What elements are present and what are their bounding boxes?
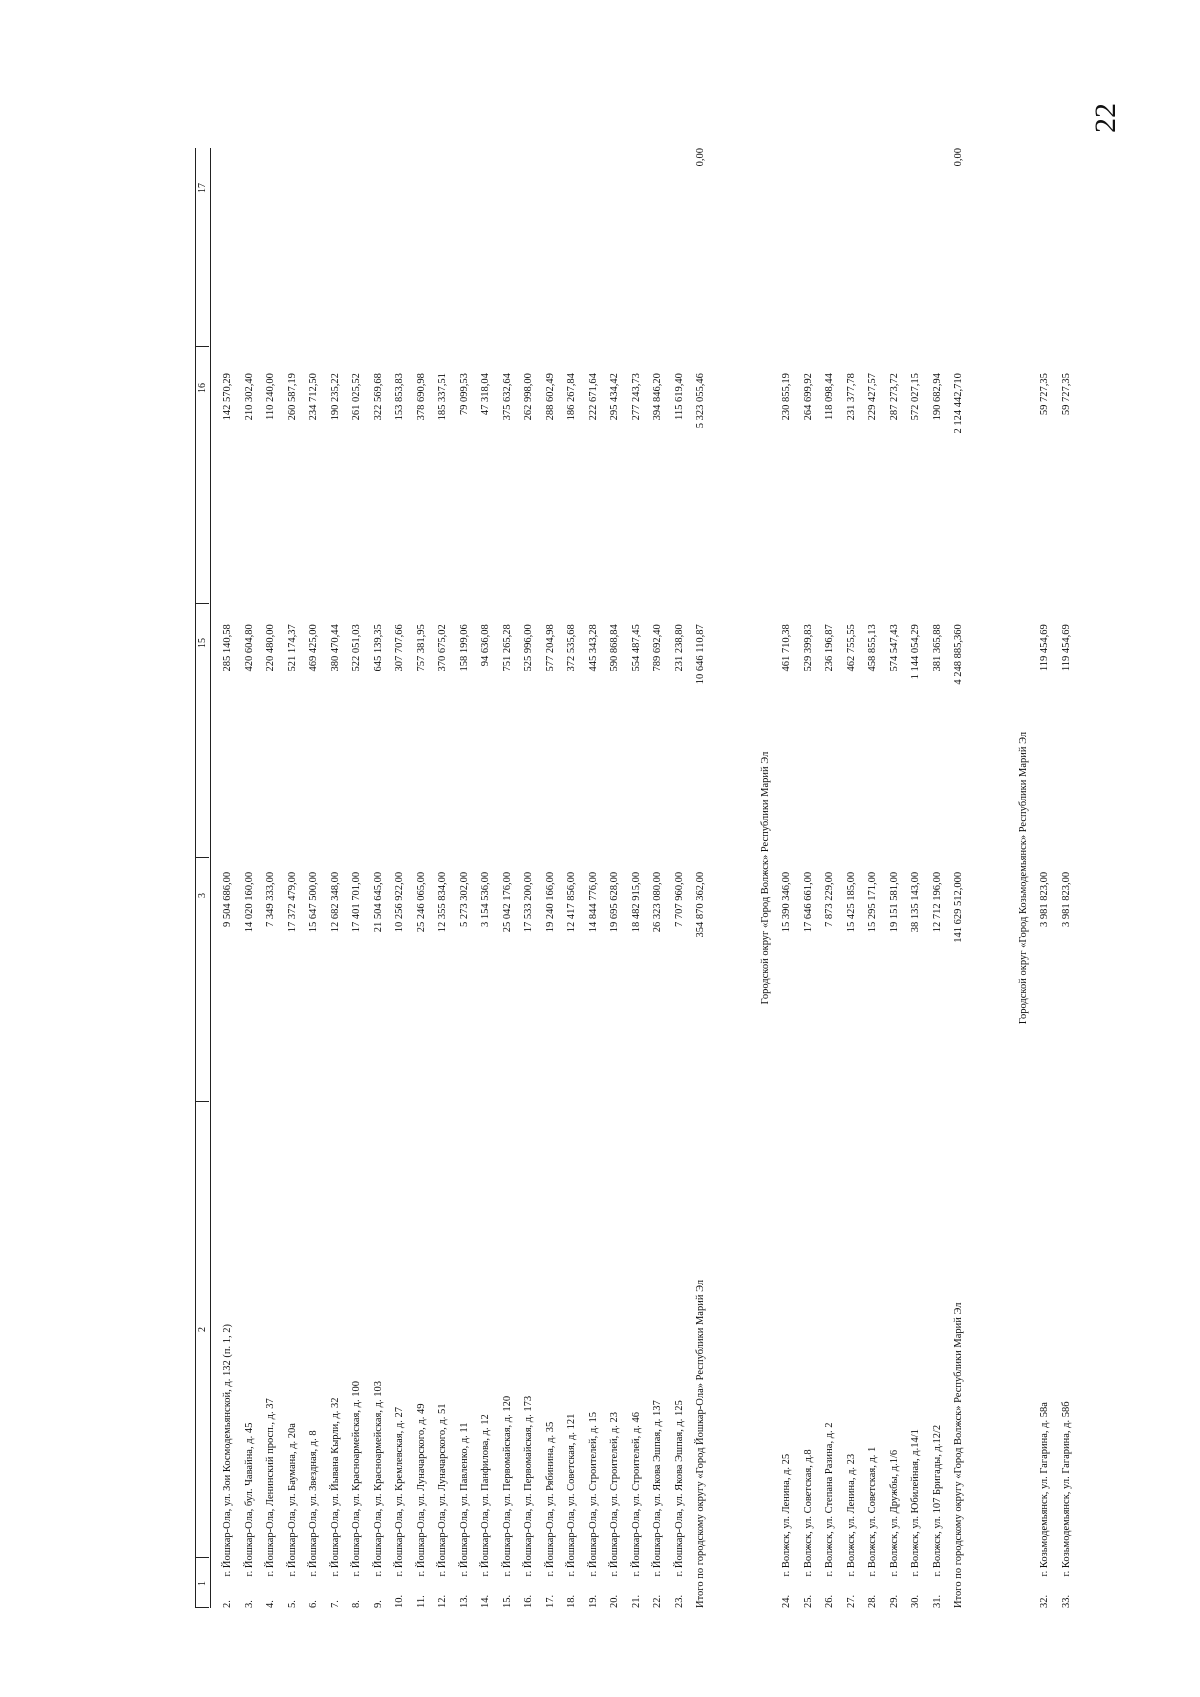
cell-col-16: 378 690,98 (415, 373, 427, 421)
cell-col-3: 15 295 171,00 (867, 871, 878, 933)
cell-col-17 (518, 148, 540, 373)
subtotal-label: Итого по городскому округу «Город Волжск» Республики Марий Эл (953, 1302, 964, 1608)
cell-col-15: 307 707,66 (394, 624, 405, 672)
cell-col-16: 287 273,72 (888, 373, 900, 421)
row-number: 23. (673, 1594, 685, 1608)
table-row (325, 148, 347, 1608)
header-bottom-rule (210, 148, 211, 1608)
cell-col-3: 15 425 185,00 (845, 871, 857, 933)
cell-col-3: 12 417 856,00 (566, 871, 577, 933)
cell-col-17 (819, 148, 841, 373)
row-number: 9. (372, 1600, 384, 1608)
row-address: г. Волжск, ул. Ленина, д. 23 (845, 1453, 857, 1577)
page-number: 22 (1089, 103, 1122, 133)
cell-col-16: 142 570,29 (222, 373, 233, 421)
row-number: 33. (1060, 1594, 1072, 1608)
row-number: 14. (480, 1594, 491, 1608)
cell-col-3: 15 390 346,00 (781, 871, 792, 933)
cell-col-3: 12 355 834,00 (437, 871, 448, 933)
spacer-row (970, 148, 1013, 1608)
cell-col-17 (583, 148, 605, 373)
cell-col-17 (303, 148, 325, 373)
column-header: 1 (197, 1581, 208, 1586)
cell-col-15: 372 535,68 (566, 624, 577, 672)
rotated-table-sheet (195, 148, 1195, 1608)
cell-col-16: 190 682,94 (931, 373, 943, 421)
cell-col-17 (475, 148, 497, 373)
table-row (819, 148, 841, 1608)
row-address: г. Козьмодемьянск, ул. Гагарина, д. 58а (1039, 1402, 1050, 1577)
spacer-cell (712, 148, 755, 1608)
cell-col-3: 19 151 581,00 (888, 871, 900, 933)
cell-col-17 (325, 148, 347, 373)
table-row (389, 148, 411, 1608)
cell-col-15: 220 480,00 (265, 624, 276, 672)
table-row (626, 148, 648, 1608)
row-number: 18. (566, 1594, 577, 1608)
cell-col-16: 110 240,00 (265, 373, 276, 421)
cell-col-16: 277 243,73 (630, 373, 642, 421)
cell-col-15: 370 675,02 (437, 624, 448, 672)
row-number: 11. (415, 1595, 427, 1608)
cell-col-3: 7 349 333,00 (265, 871, 276, 927)
cell-col-15: 522 051,03 (351, 624, 362, 672)
cell-col-17 (411, 148, 433, 373)
row-number: 15. (501, 1594, 513, 1608)
cell-col-3: 14 020 160,00 (243, 871, 255, 933)
row-address: г. Йошкар-Ола, ул. Советская, д. 121 (566, 1413, 577, 1577)
cell-col-17 (454, 148, 476, 373)
row-address: г. Йошкар-Ола, ул. Луначарского, д. 49 (415, 1403, 427, 1577)
cell-col-3: 17 401 701,00 (351, 871, 362, 933)
cell-col-17 (239, 148, 261, 373)
subtotal-label: Итого по городскому округу «Город Йошкар-Ола» Республики Марий Эл (695, 1279, 706, 1608)
row-number: 24. (781, 1594, 792, 1608)
row-number: 7. (329, 1600, 341, 1608)
cell-col-17 (217, 148, 239, 373)
cell-col-3: 38 135 143,00 (910, 871, 921, 933)
table-row (411, 148, 433, 1608)
cell-col-3: 25 042 176,00 (501, 871, 513, 933)
table-row (368, 148, 390, 1608)
row-address: г. Йошкар-Ола, ул. Первомайская, д. 120 (501, 1395, 513, 1577)
row-address: г. Козьмодемьянск, ул. Гагарина, д. 58б (1060, 1401, 1072, 1577)
cell-col-17 (260, 148, 282, 373)
cell-col-16: 210 302,40 (243, 373, 255, 421)
table-row (497, 148, 519, 1608)
row-address: г. Йошкар-Ола, ул. Якова Эшпая, д. 125 (673, 1400, 685, 1577)
cell-col-3: 19 695 628,00 (609, 871, 620, 933)
cell-col-15: 521 174,37 (286, 624, 298, 672)
table-row (884, 148, 906, 1608)
cell-col-16: 59 727,35 (1039, 373, 1050, 416)
row-address: г. Йошкар-Ола, ул. Красноармейская, д. 103 (372, 1381, 384, 1577)
cell-col-15: 789 692,40 (652, 624, 663, 672)
cell-col-3: 3 981 823,00 (1039, 871, 1050, 927)
table-row (927, 148, 949, 1608)
table-row (776, 148, 798, 1608)
cell-col-15: 469 425,00 (308, 624, 319, 672)
row-address: г. Йошкар-Ола, ул. Зои Космодемьянской, д. 132 (п. 1, 2) (222, 1324, 233, 1577)
table-row (260, 148, 282, 1608)
row-number: 28. (867, 1594, 878, 1608)
table-row (905, 148, 927, 1608)
cell-col-15: 285 140,58 (222, 624, 233, 672)
table-row (669, 148, 691, 1608)
cell-col-16: 153 853,83 (394, 373, 405, 421)
row-address: г. Волжск, ул. Ленина, д. 25 (781, 1453, 792, 1577)
cell-col-3: 17 646 661,00 (802, 871, 814, 933)
table-row (518, 148, 540, 1608)
row-number: 25. (802, 1594, 814, 1608)
section-title: Городской округ «Город Козьмодемьянск» Республики Марий Эл (1017, 731, 1029, 1025)
row-number: 5. (286, 1600, 298, 1608)
row-address: г. Йошкар-Ола, ул. Кремлевская, д. 27 (394, 1407, 405, 1577)
row-number: 22. (652, 1594, 663, 1608)
cell-col-15: 751 265,28 (501, 624, 513, 672)
cell-col-16: 79 099,53 (458, 373, 470, 416)
cell-col-16: 288 602,49 (544, 373, 556, 421)
table-row (303, 148, 325, 1608)
cell-col-17 (540, 148, 562, 373)
table-row (282, 148, 304, 1608)
subtotal-col-15: 10 646 110,87 (695, 624, 706, 685)
cell-col-15: 1 144 054,29 (910, 624, 921, 680)
cell-col-17 (282, 148, 304, 373)
table-row (862, 148, 884, 1608)
row-number: 32. (1039, 1594, 1050, 1608)
cell-col-15: 462 755,55 (845, 624, 857, 672)
cell-col-3: 3 981 823,00 (1060, 871, 1072, 927)
spacer-cell (970, 148, 1013, 1608)
row-address: г. Йошкар-Ола, бул. Чавайна, д. 45 (243, 1422, 255, 1577)
subtotal-row (690, 148, 712, 1608)
cell-col-16: 59 727,35 (1060, 373, 1072, 416)
table-row (346, 148, 368, 1608)
column-divider (196, 603, 209, 604)
cell-col-15: 574 547,43 (888, 624, 900, 672)
row-number: 12. (437, 1594, 448, 1608)
cell-col-3: 12 682 348,00 (329, 871, 341, 933)
cell-col-17 (346, 148, 368, 373)
table-row (454, 148, 476, 1608)
table-body (217, 148, 1077, 1608)
subtotal-col-17: 0,00 (695, 148, 706, 167)
column-divider (196, 857, 209, 858)
row-address: г. Йошкар-Ола, ул. Рябинина, д. 35 (544, 1421, 556, 1577)
cell-col-3: 7 707 960,00 (673, 871, 685, 927)
cell-col-15: 381 365,88 (931, 624, 943, 672)
cell-col-16: 375 632,64 (501, 373, 513, 421)
table-row (561, 148, 583, 1608)
row-number: 16. (523, 1594, 534, 1608)
cell-col-3: 9 504 686,00 (222, 871, 233, 927)
cell-col-3: 17 533 200,00 (523, 871, 534, 933)
cell-col-16: 262 998,00 (523, 373, 534, 421)
column-divider (196, 1557, 209, 1558)
table-row (432, 148, 454, 1608)
cell-col-16: 47 318,04 (480, 373, 491, 416)
cell-col-17 (626, 148, 648, 373)
row-number: 3. (243, 1600, 255, 1608)
cell-col-15: 458 855,13 (867, 624, 878, 672)
subtotal-col-16: 2 124 442,710 (953, 373, 964, 434)
cell-col-3: 15 647 500,00 (308, 871, 319, 933)
cell-col-3: 18 482 915,00 (630, 871, 642, 933)
cell-col-3: 19 240 166,00 (544, 871, 556, 933)
cell-col-16: 234 712,50 (308, 373, 319, 421)
cell-col-16: 190 235,22 (329, 373, 341, 421)
section-title-row (755, 148, 777, 1608)
cell-col-15: 577 204,98 (544, 624, 556, 672)
cell-col-17 (497, 148, 519, 373)
table-row (1034, 148, 1056, 1608)
row-number: 31. (931, 1594, 943, 1608)
cell-col-3: 3 154 536,00 (480, 871, 491, 927)
cell-col-15: 757 381,95 (415, 624, 427, 672)
row-address: г. Йошкар-Ола, ул. Красноармейская, д. 100 (351, 1381, 362, 1577)
cell-col-15: 420 604,80 (243, 624, 255, 672)
row-number: 13. (458, 1594, 470, 1608)
cell-col-16: 185 337,51 (437, 373, 448, 421)
row-number: 17. (544, 1594, 556, 1608)
row-number: 26. (824, 1594, 835, 1608)
row-address: г. Йошкар-Ола, ул. Строителей, д. 23 (609, 1412, 620, 1577)
row-address: г. Йошкар-Ола, ул. Звездная, д. 8 (308, 1430, 319, 1577)
data-table (217, 148, 1077, 1608)
cell-col-15: 645 139,35 (372, 624, 384, 672)
cell-col-16: 572 027,15 (910, 373, 921, 421)
cell-col-16: 264 699,92 (802, 373, 814, 421)
cell-col-16: 230 855,19 (781, 373, 792, 421)
cell-col-3: 17 372 479,00 (286, 871, 298, 933)
table-row (475, 148, 497, 1608)
cell-col-3: 10 256 922,00 (394, 871, 405, 933)
row-number: 29. (888, 1594, 900, 1608)
cell-col-17 (884, 148, 906, 373)
column-header: 15 (197, 638, 208, 648)
cell-col-15: 590 868,84 (609, 624, 620, 672)
row-address: г. Йошкар-Ола, Ленинский просп., д. 37 (265, 1398, 276, 1577)
cell-col-17 (905, 148, 927, 373)
subtotal-col-15: 4 248 885,360 (953, 624, 964, 685)
cell-col-16: 295 434,42 (609, 373, 620, 421)
subtotal-row (948, 148, 970, 1608)
cell-col-16: 186 267,84 (566, 373, 577, 421)
row-number: 8. (351, 1600, 362, 1608)
cell-col-17 (669, 148, 691, 373)
column-divider (196, 346, 209, 347)
row-address: г. Волжск, ул. Советская, д. 1 (867, 1446, 878, 1577)
row-number: 4. (265, 1600, 276, 1608)
column-divider (196, 1101, 209, 1102)
cell-col-3: 5 273 302,00 (458, 871, 470, 927)
table-row (583, 148, 605, 1608)
cell-col-15: 445 343,28 (587, 624, 599, 672)
row-number: 21. (630, 1594, 642, 1608)
cell-col-16: 231 377,78 (845, 373, 857, 421)
cell-col-17 (1034, 148, 1056, 373)
cell-col-16: 115 619,40 (673, 373, 685, 421)
row-number: 19. (587, 1594, 599, 1608)
table-row (798, 148, 820, 1608)
cell-col-3: 12 712 196,00 (931, 871, 943, 933)
row-number: 20. (609, 1594, 620, 1608)
table-row (1056, 148, 1078, 1608)
cell-col-15: 529 399,83 (802, 624, 814, 672)
subtotal-col-17: 0,00 (953, 148, 964, 167)
column-header: 17 (197, 183, 208, 193)
row-address: г. Йошкар-Ола, ул. Йывана Кырли, д. 32 (329, 1397, 341, 1577)
cell-col-3: 26 323 080,00 (652, 871, 663, 933)
column-header: 16 (197, 383, 208, 393)
row-address: г. Волжск, ул. Дружбы, д.1/6 (888, 1449, 900, 1577)
cell-col-17 (862, 148, 884, 373)
cell-col-17 (798, 148, 820, 373)
cell-col-17 (776, 148, 798, 373)
row-address: г. Волжск, ул. Советская, д.8 (802, 1449, 814, 1577)
row-address: г. Йошкар-Ола, ул. Баумана, д. 20а (286, 1423, 298, 1577)
row-address: г. Йошкар-Ола, ул. Первомайская, д. 173 (523, 1395, 534, 1577)
row-number: 2. (222, 1600, 233, 1608)
cell-col-17 (604, 148, 626, 373)
cell-col-3: 14 844 776,00 (587, 871, 599, 933)
cell-col-16: 118 098,44 (824, 373, 835, 421)
section-title: Городской округ «Город Волжск» Республики Марий Эл (759, 751, 771, 1005)
row-address: г. Волжск, ул. 107 Бригады, д.12/2 (931, 1424, 943, 1577)
cell-col-16: 322 569,68 (372, 373, 384, 421)
cell-col-17 (1056, 148, 1078, 373)
row-number: 6. (308, 1600, 319, 1608)
cell-col-15: 119 454,69 (1039, 624, 1050, 672)
cell-col-17 (389, 148, 411, 373)
row-number: 30. (910, 1594, 921, 1608)
table-row (540, 148, 562, 1608)
subtotal-col-3: 354 870 362,00 (695, 871, 706, 938)
table-row (604, 148, 626, 1608)
row-address: г. Йошкар-Ола, ул. Павленко, д. 11 (458, 1422, 470, 1577)
cell-col-15: 461 710,38 (781, 624, 792, 672)
cell-col-17 (432, 148, 454, 373)
subtotal-col-3: 141 629 512,000 (953, 871, 964, 943)
spacer-row (712, 148, 755, 1608)
cell-col-15: 380 470,44 (329, 624, 341, 672)
cell-col-17 (647, 148, 669, 373)
cell-col-17 (927, 148, 949, 373)
cell-col-17 (841, 148, 863, 373)
column-divider (196, 1607, 209, 1608)
cell-col-17 (561, 148, 583, 373)
column-header: 3 (197, 893, 208, 898)
cell-col-16: 261 025,52 (351, 373, 362, 421)
cell-col-15: 554 487,45 (630, 624, 642, 672)
cell-col-16: 260 587,19 (286, 373, 298, 421)
cell-col-16: 229 427,57 (867, 373, 878, 421)
row-address: г. Йошкар-Ола, ул. Строителей, д. 46 (630, 1412, 642, 1577)
cell-col-3: 21 504 645,00 (372, 871, 384, 933)
subtotal-col-16: 5 323 055,46 (695, 373, 706, 429)
row-address: г. Йошкар-Ола, ул. Строителей, д. 15 (587, 1412, 599, 1577)
table-top-rule (195, 148, 196, 1608)
cell-col-15: 525 996,00 (523, 624, 534, 672)
row-address: г. Волжск, ул. Юбилейная, д.14/1 (910, 1429, 921, 1577)
column-header: 2 (197, 1327, 208, 1332)
table-row (217, 148, 239, 1608)
table-row (647, 148, 669, 1608)
row-address: г. Йошкар-Ола, ул. Луначарского, д. 51 (437, 1403, 448, 1577)
table-row (239, 148, 261, 1608)
row-address: г. Волжск, ул. Степана Разина, д. 2 (824, 1422, 835, 1577)
row-address: г. Йошкар-Ола, ул. Якова Эшпая, д. 137 (652, 1400, 663, 1577)
table-row (841, 148, 863, 1608)
row-address: г. Йошкар-Ола, ул. Панфилова, д. 12 (480, 1414, 491, 1577)
cell-col-17 (368, 148, 390, 373)
cell-col-16: 394 846,20 (652, 373, 663, 421)
section-title-row (1013, 148, 1035, 1608)
cell-col-3: 7 873 229,00 (824, 871, 835, 927)
row-number: 27. (845, 1594, 857, 1608)
cell-col-3: 25 246 065,00 (415, 871, 427, 933)
cell-col-15: 236 196,87 (824, 624, 835, 672)
cell-col-15: 158 199,06 (458, 624, 470, 672)
cell-col-15: 94 636,08 (480, 624, 491, 667)
cell-col-15: 231 238,80 (673, 624, 685, 672)
cell-col-15: 119 454,69 (1060, 624, 1072, 672)
row-number: 10. (394, 1594, 405, 1608)
cell-col-16: 222 671,64 (587, 373, 599, 421)
